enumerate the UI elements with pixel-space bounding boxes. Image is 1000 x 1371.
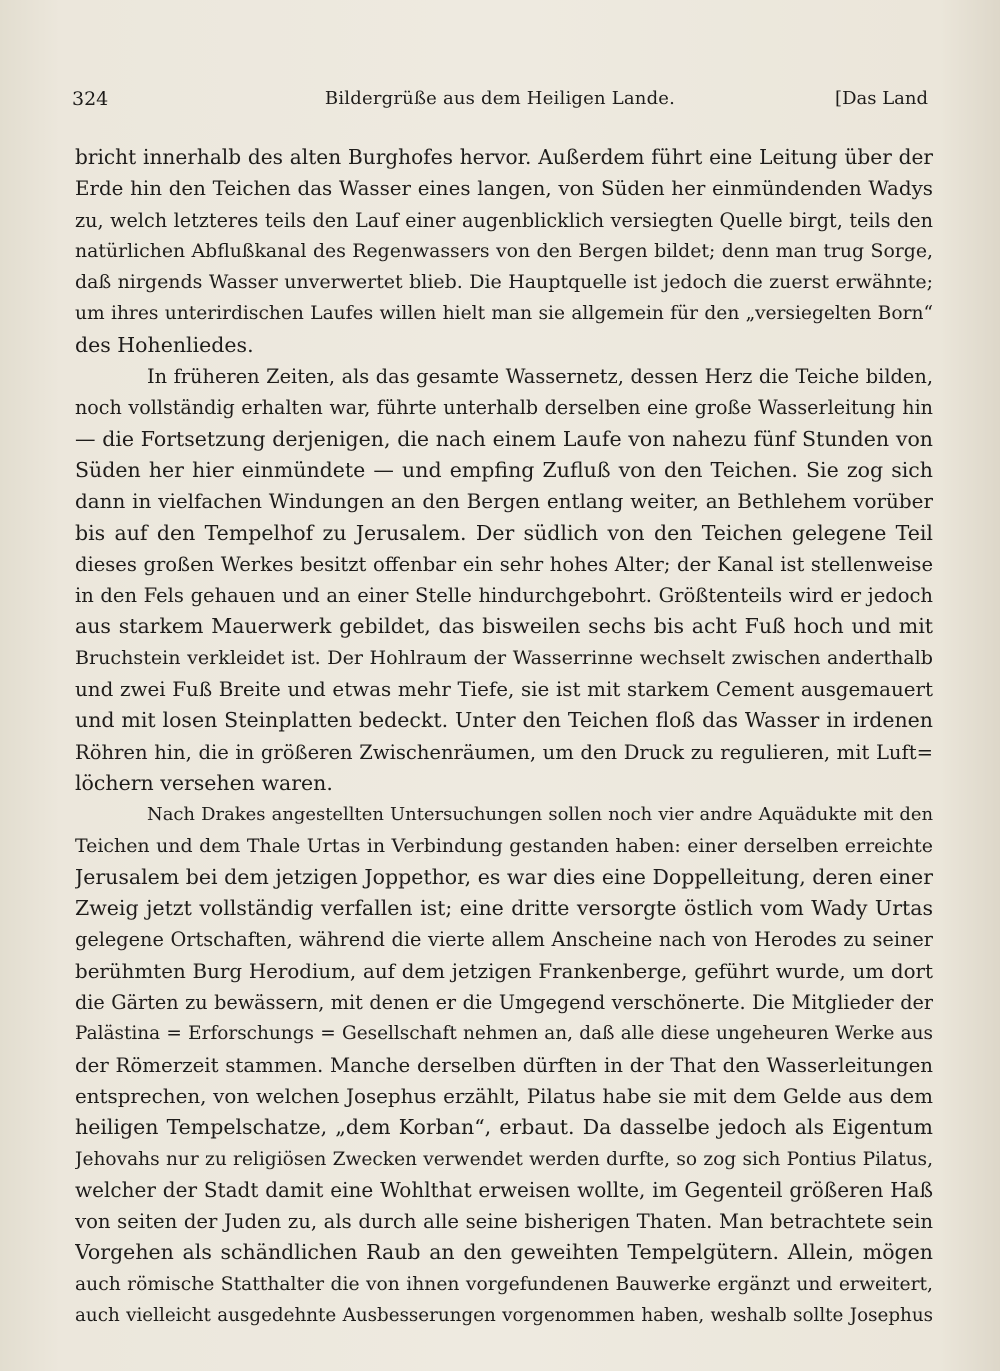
text-line: und zwei Fuß Breite und etwas mehr Tiefe, sie ist mit starkem Cement ausgemauert [75,678,933,702]
text-line: zu, welch letzteres teils den Lauf einer augenblicklich versiegten Quelle birgt, teils den [75,208,933,232]
text-line: Zweig jetzt vollständig verfallen ist; eine dritte versorgte östlich vom Wady Urtas [75,896,933,921]
text-line: welcher der Stadt damit eine Wohlthat erweisen wollte, im Gegenteil größeren Haß [75,1177,933,1202]
text-line: Bruchstein verkleidet ist. Der Hohlraum der Wasserrinne wechselt zwischen anderthalb [75,646,933,669]
text-line: bricht innerhalb des alten Burghofes hervor. Außerdem führt eine Leitung über der [75,145,933,169]
text-line: Erde hin den Teichen das Wasser eines langen, von Süden her einmündenden Wadys [75,177,933,201]
text-line: heiligen Tempelschatze, „dem Korban“, erbaut. Da dasselbe jedoch als Eigentum [75,1115,933,1140]
text-line: die Gärten zu bewässern, mit denen er die Umgegend verschönerte. Die Mitglieder der [75,991,933,1015]
text-line: In früheren Zeiten, als das gesamte Wassernetz, dessen Herz die Teiche bilden, [147,365,933,389]
text-line: Jehovahs nur zu religiösen Zwecken verwendet werden durfte, so zog sich Pontius Pilatus, [75,1148,933,1170]
text-line: entsprechen, von welchen Josephus erzählt, Pilatus habe sie mit dem Gelde aus dem [75,1084,933,1108]
text-line: Röhren hin, die in größeren Zwischenräumen, um den Druck zu regulieren, mit Luft= [75,740,933,764]
page-number: 324 [72,88,109,110]
text-line: Teichen und dem Thale Urtas in Verbindung gestanden haben: einer derselben erreichte [75,834,933,857]
text-line: des Hohenliedes. [75,332,254,357]
text-line: noch vollständig erhalten war, führte unterhalb derselben eine große Wasserleitung hin [75,396,933,420]
text-line: von seiten der Juden zu, als durch alle seine bisherigen Thaten. Man betrachtete sein [75,1210,933,1234]
text-line: auch römische Statthalter die von ihnen vorgefundenen Bauwerke ergänzt und erweitert, [75,1273,933,1295]
text-line: natürlichen Abflußkanal des Regenwassers von den Bergen bildet; denn man trug Sorge, [75,240,933,262]
text-line: löchern versehen waren. [75,770,333,795]
text-line: Palästina = Erforschungs = Gesellschaft nehmen an, daß alle diese ungeheuren Werke aus [75,1023,933,1045]
text-line: bis auf den Tempelhof zu Jerusalem. Der südlich von den Teichen gelegene Teil [75,520,933,545]
text-line: gelegene Ortschaften, während die vierte allem Anscheine nach von Herodes zu seiner [75,928,933,952]
running-title: Bildergrüße aus dem Heiligen Lande. [324,88,676,109]
text-line: — die Fortsetzung derjenigen, die nach einem Laufe von nahezu fünf Stunden von [75,426,933,451]
text-line: Jerusalem bei dem jetzigen Joppethor, es war dies eine Doppelleitung, deren einer [75,864,933,889]
text-line: daß nirgends Wasser unverwertet blieb. Die Hauptquelle ist jedoch die zuerst erwähnte; [75,271,933,294]
text-line: aus starkem Mauerwerk gebildet, das bisweilen sechs bis acht Fuß hoch und mit [75,614,933,639]
text-line: auch vielleicht ausgedehnte Ausbesserungen vorgenommen haben, weshalb sollte Josephus [75,1304,933,1326]
text-line: dann in vielfachen Windungen an den Bergen entlang weiter, an Bethlehem vorüber [75,489,933,514]
text-line: um ihres unterirdischen Laufes willen hielt man sie allgemein für den „versiegelten Born“ [75,303,933,325]
text-line: Süden her hier einmündete — und empfing Zufluß von den Teichen. Sie zog sich [75,457,933,482]
text-line: Nach Drakes angestellten Untersuchungen sollen noch vier andre Aquädukte mit den [147,804,933,826]
body-text [75,142,933,1331]
text-line: berühmten Burg Herodium, auf dem jetzigen Frankenberge, geführt wurde, um dort [75,959,933,983]
text-line: der Römerzeit stammen. Manche derselben dürften in der That den Wasserleitungen [75,1053,933,1077]
page-header [72,88,928,118]
text-line: und mit losen Steinplatten bedeckt. Unter den Teichen floß das Wasser in irdenen [75,708,933,733]
text-line: in den Fels gehauen und an einer Stelle hindurchgebohrt. Größtenteils wird er jedoch [75,584,933,608]
text-line: dieses großen Werkes besitzt offenbar ein sehr hohes Alter; der Kanal ist stellenweise [75,552,933,576]
running-head-right: [Das Land [835,88,928,109]
text-line: Vorgehen als schändlichen Raub an den geweihten Tempelgütern. Allein, mögen [75,1240,933,1265]
